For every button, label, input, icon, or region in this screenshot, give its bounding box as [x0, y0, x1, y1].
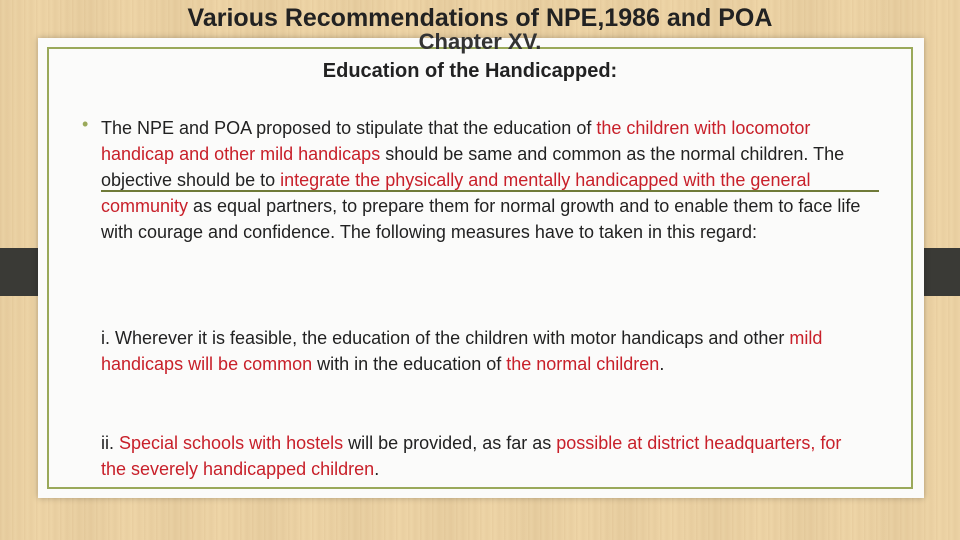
highlighted-text: the normal children: [506, 354, 660, 374]
slide-frame: [47, 47, 913, 489]
measure-i-paragraph: [101, 325, 861, 377]
text-segment: The NPE and POA proposed to stipulate that the education of: [101, 118, 597, 138]
highlighted-text: possible at district headquarters, for the severely handicapped children: [101, 433, 842, 479]
text-segment: should be same and common as the normal children. The objective should be to: [101, 144, 845, 190]
highlighted-text: the children with locomotor handicap and other mild handicaps: [101, 118, 811, 164]
text-segment: .: [374, 459, 380, 479]
text-segment: with in the education of: [312, 354, 507, 374]
section-heading: Education of the Handicapped:: [322, 60, 618, 82]
slide-title: Various Recommendations of NPE,1986 and POA: [187, 4, 773, 32]
highlighted-text: Special schools with hostels: [119, 433, 344, 453]
highlighted-text: mild handicaps will be common: [101, 328, 823, 374]
bullet-icon: •: [82, 114, 89, 134]
text-segment: i. Wherever it is feasible, the education of the children with motor handicaps and other: [101, 328, 790, 348]
measure-ii-paragraph: [101, 430, 861, 482]
text-segment: .: [659, 354, 665, 374]
text-segment: as equal partners, to prepare them for normal growth and to enable them to face life with courage and confidence. The following measures have to taken in this regard:: [101, 196, 861, 242]
bullet-paragraph: [101, 115, 861, 245]
text-segment: will be provided, as far as: [343, 433, 557, 453]
chapter-heading: Chapter XV.: [418, 29, 542, 54]
text-segment: ii.: [101, 433, 119, 453]
highlighted-text: integrate the physically and mentally handicapped with the general community: [101, 170, 811, 216]
